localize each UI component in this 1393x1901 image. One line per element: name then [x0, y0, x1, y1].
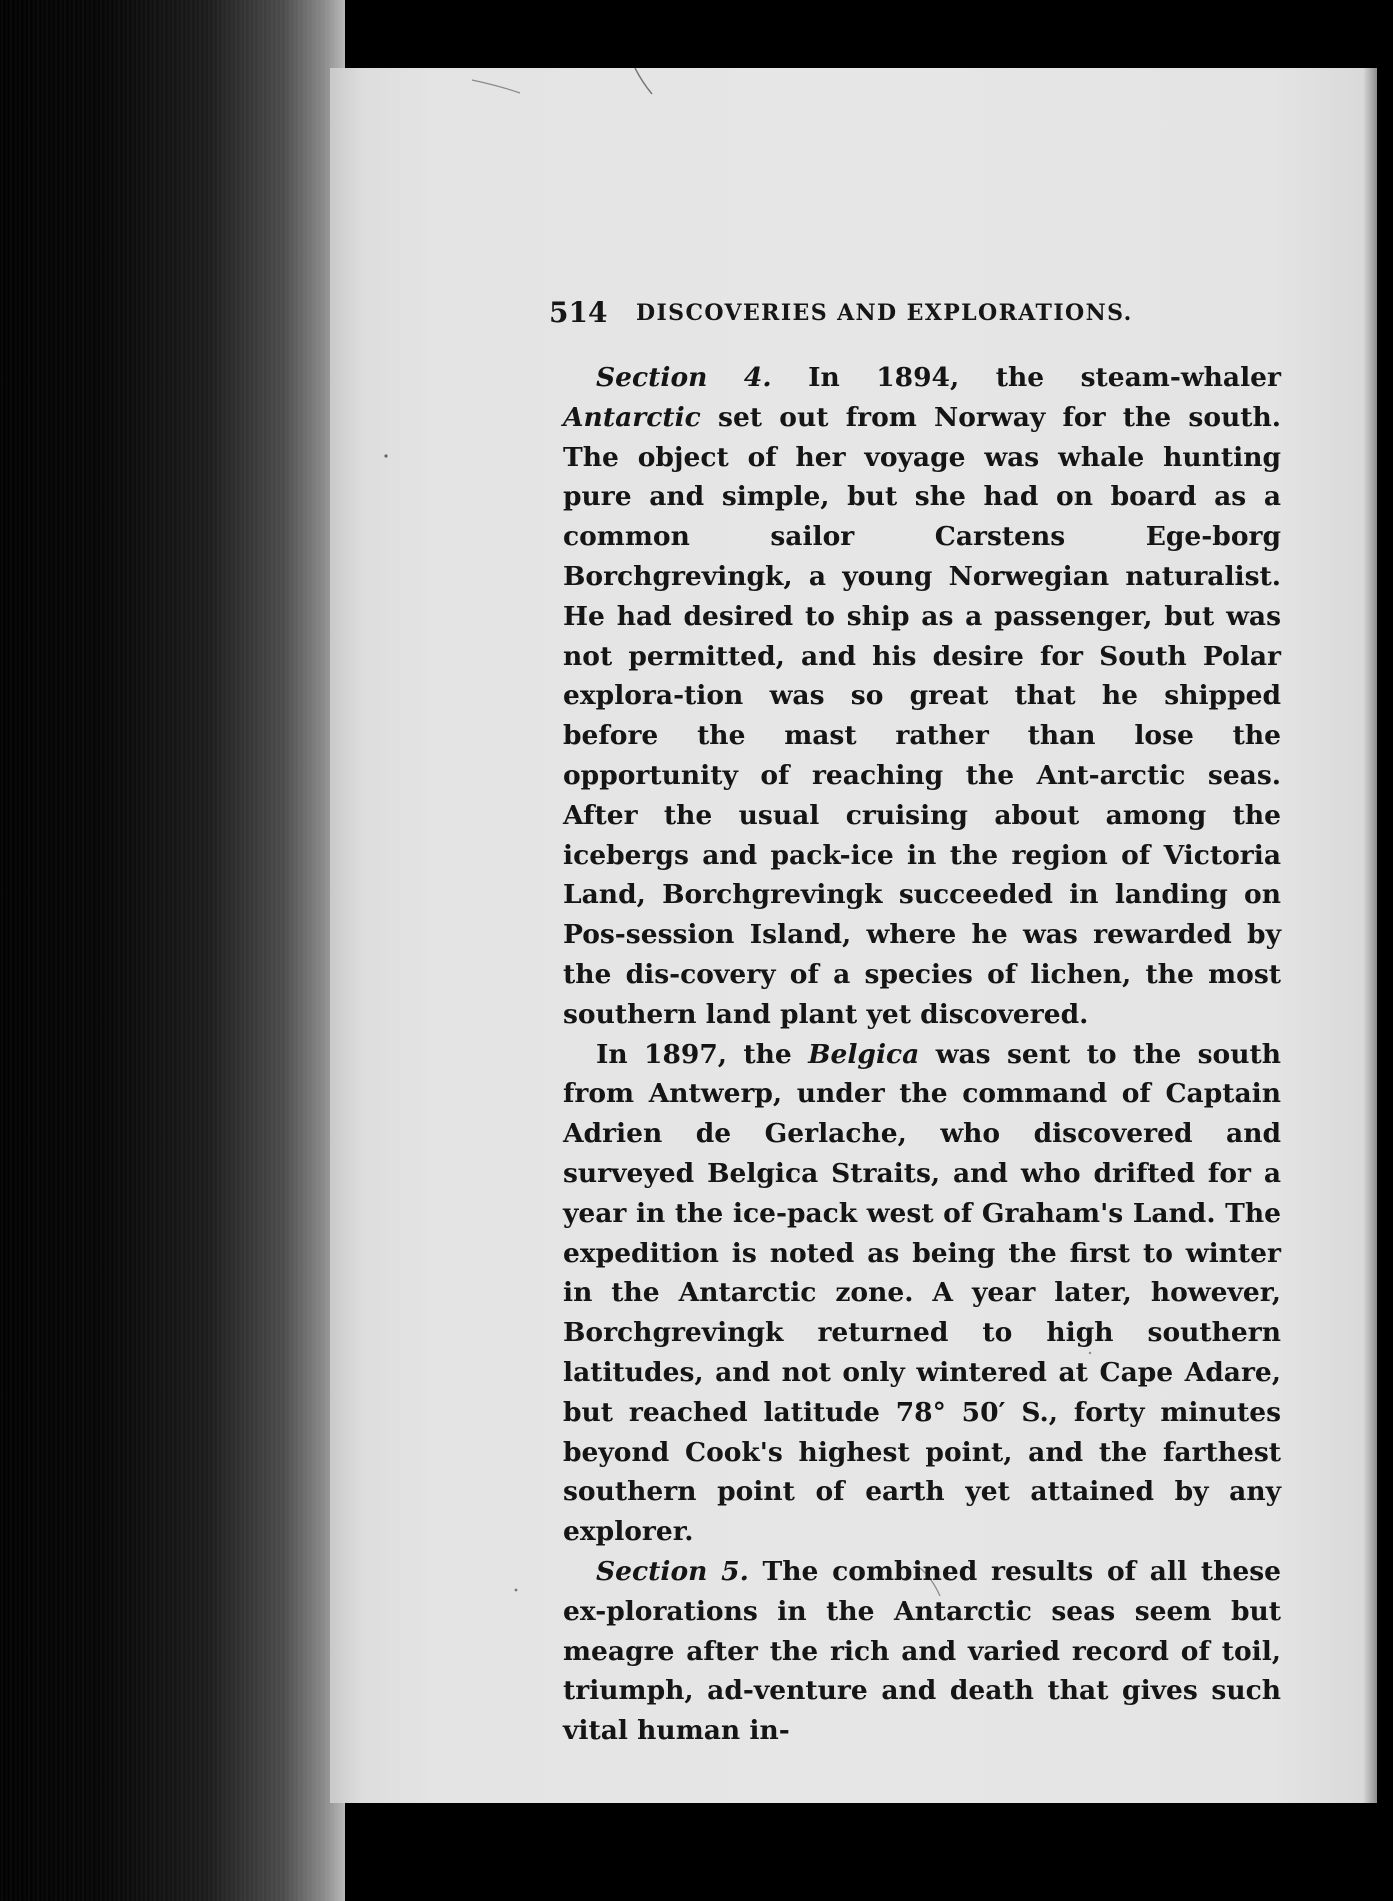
paragraph-text: The combined results of all these ex-plorations in the Antarctic seas seem but meagre after the rich and varied record of toil, triumph, ad-venture and death that gives such vital human in-: [563, 1555, 1281, 1747]
book-page: [330, 68, 1377, 1803]
paragraph-section-4: [563, 358, 1281, 1035]
ship-name: Antarctic: [563, 401, 701, 433]
running-title: DISCOVERIES AND EXPLORATIONS.: [636, 300, 1133, 326]
section-label: Section 5.: [596, 1555, 749, 1587]
section-label: Section 4.: [596, 362, 772, 393]
paragraph-text: In 1894, the steam-whaler: [771, 362, 1281, 393]
paragraph-text: set out from Norway for the south. The object of her voyage was whale hunting pure and simple, but she had on board as a common sailor Carstens Ege-borg Borchgrevingk, a young Norwegian naturalist. He had desired to ship as a passenger, but was not permitted, and his desire for South Polar explora-tion was so great that he shipped before the mast rather than lose the opportunity of reaching the Ant-arctic seas. After the usual cruising about among the icebergs and pack-ice in the region of Victoria Land, Borchgrevingk succeeded in landing on Pos-session Island, where he was rewarded by the dis-covery of a species of lichen, the most southern land plant yet discovered.: [563, 401, 1281, 1030]
paragraph-text: was sent to the south from Antwerp, under the command of Captain Adrien de Gerlache, who discovered and surveyed Belgica Straits, and who drifted for a year in the ice-pack west of Graham's Land. The expedition is noted as being the first to winter in the Antarctic zone. A year later, however, Borchgrevingk returned to high southern latitudes, and not only wintered at Cape Adare, but reached latitude 78° 50′ S., forty minutes beyond Cook's highest point, and the farthest southern point of earth yet attained by any explorer.: [563, 1038, 1281, 1548]
book-spine-shadow: [0, 0, 345, 1901]
paragraph-section-5: [563, 1552, 1281, 1751]
ship-name: Belgica: [808, 1038, 920, 1070]
paragraph-text: In 1897, the: [596, 1038, 809, 1070]
running-header: [549, 296, 1279, 336]
body-text: [563, 358, 1281, 1751]
page-edge-shadow: [1363, 68, 1377, 1803]
paragraph-belgica: [563, 1035, 1281, 1552]
page-number: 514: [549, 296, 608, 329]
